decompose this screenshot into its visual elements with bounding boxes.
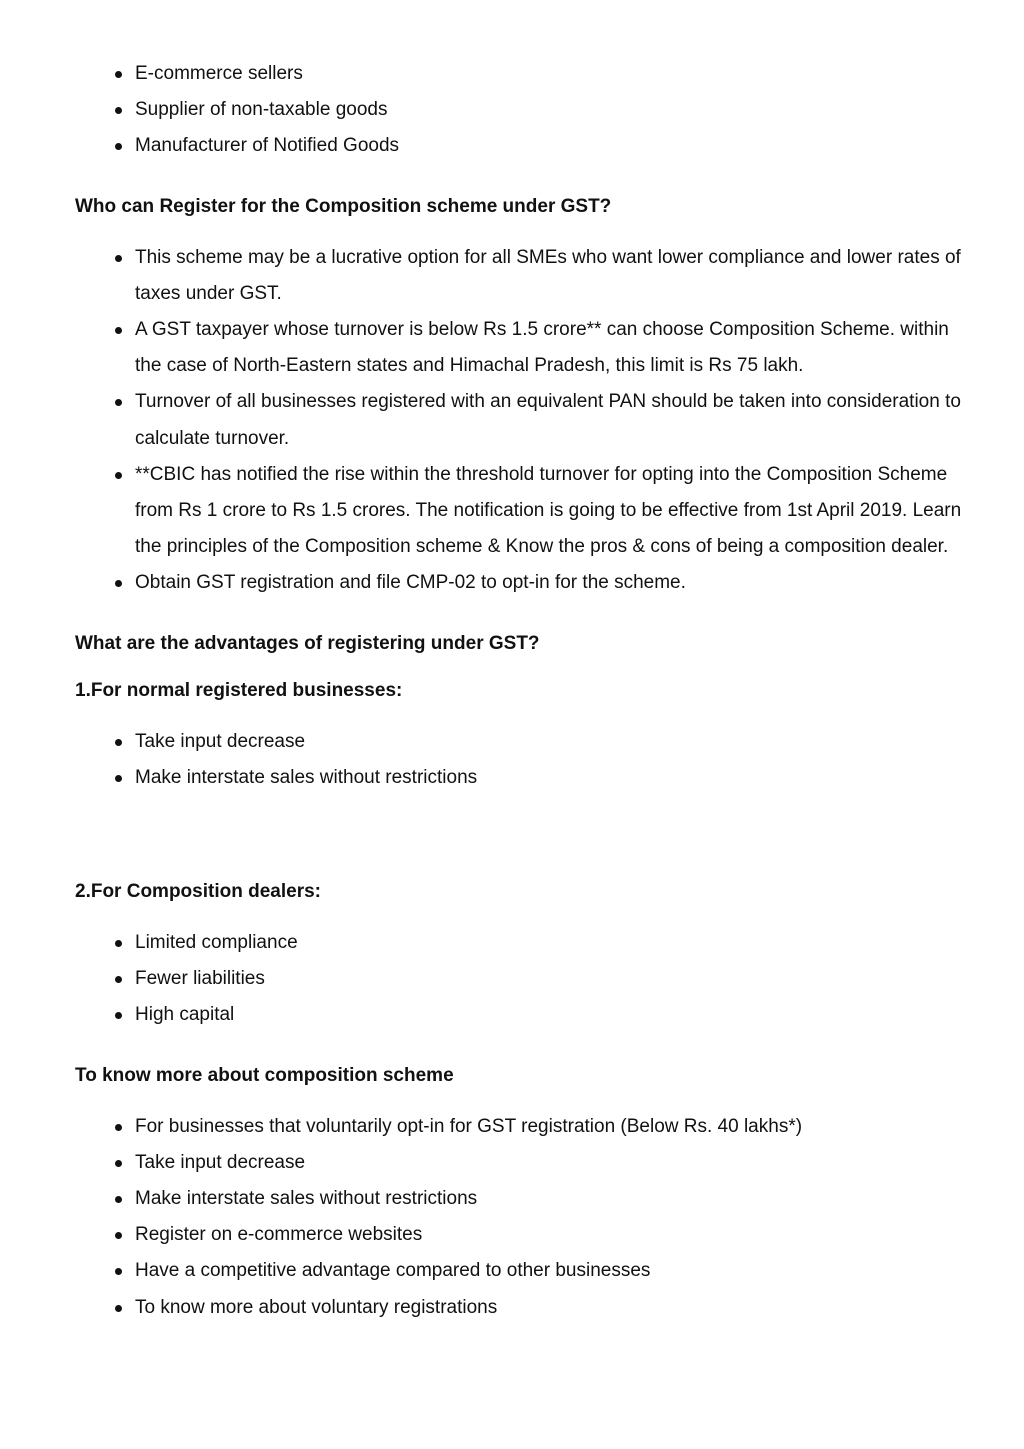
- list-item: Supplier of non-taxable goods: [135, 92, 980, 128]
- list-item: Take input decrease: [135, 1145, 980, 1181]
- list-item: Take input decrease: [135, 724, 980, 760]
- list-item: Make interstate sales without restrictions: [135, 1181, 980, 1217]
- list-item: High capital: [135, 997, 980, 1033]
- list-item: Have a competitive advantage compared to other businesses: [135, 1253, 980, 1289]
- section-heading-who-can-register: Who can Register for the Composition scheme under GST?: [75, 195, 612, 217]
- list-item: Obtain GST registration and file CMP-02 to opt-in for the scheme.: [135, 565, 980, 601]
- list-item: Manufacturer of Notified Goods: [135, 128, 980, 164]
- top-list: [75, 56, 980, 165]
- normal-businesses-list: [75, 724, 980, 796]
- section-heading-composition-dealers: 2.For Composition dealers:: [75, 881, 321, 903]
- list-item: Turnover of all businesses registered with an equivalent PAN should be taken into consideration to calculate turnover.: [135, 384, 980, 456]
- composition-dealers-list: [75, 925, 980, 1034]
- list-item: E-commerce sellers: [135, 56, 980, 92]
- section-heading-know-more: To know more about composition scheme: [75, 1064, 454, 1086]
- section-heading-normal-businesses: 1.For normal registered businesses:: [75, 679, 403, 701]
- list-item: Register on e-commerce websites: [135, 1217, 980, 1253]
- list-item: To know more about voluntary registrations: [135, 1290, 980, 1326]
- list-item: **CBIC has notified the rise within the threshold turnover for opting into the Composition Scheme from Rs 1 crore to Rs 1.5 crores. The notification is going to be effective from 1st April 2019. Learn the principles of the Composition scheme & Know the pros & cons of being a composition dealer.: [135, 457, 980, 566]
- list-item: For businesses that voluntarily opt-in for GST registration (Below Rs. 40 lakhs*): [135, 1109, 980, 1145]
- list-item: This scheme may be a lucrative option for all SMEs who want lower compliance and lower rates of taxes under GST.: [135, 240, 980, 312]
- list-item: A GST taxpayer whose turnover is below Rs 1.5 crore** can choose Composition Scheme. within the case of North-Eastern states and Himachal Pradesh, this limit is Rs 75 lakh.: [135, 312, 980, 384]
- list-item: Limited compliance: [135, 925, 980, 961]
- who-can-register-list: [75, 240, 980, 602]
- list-item: Make interstate sales without restrictions: [135, 760, 980, 796]
- know-more-list: [75, 1109, 980, 1326]
- section-heading-advantages: What are the advantages of registering under GST?: [75, 632, 540, 654]
- list-item: Fewer liabilities: [135, 961, 980, 997]
- document-page: [75, 56, 980, 1326]
